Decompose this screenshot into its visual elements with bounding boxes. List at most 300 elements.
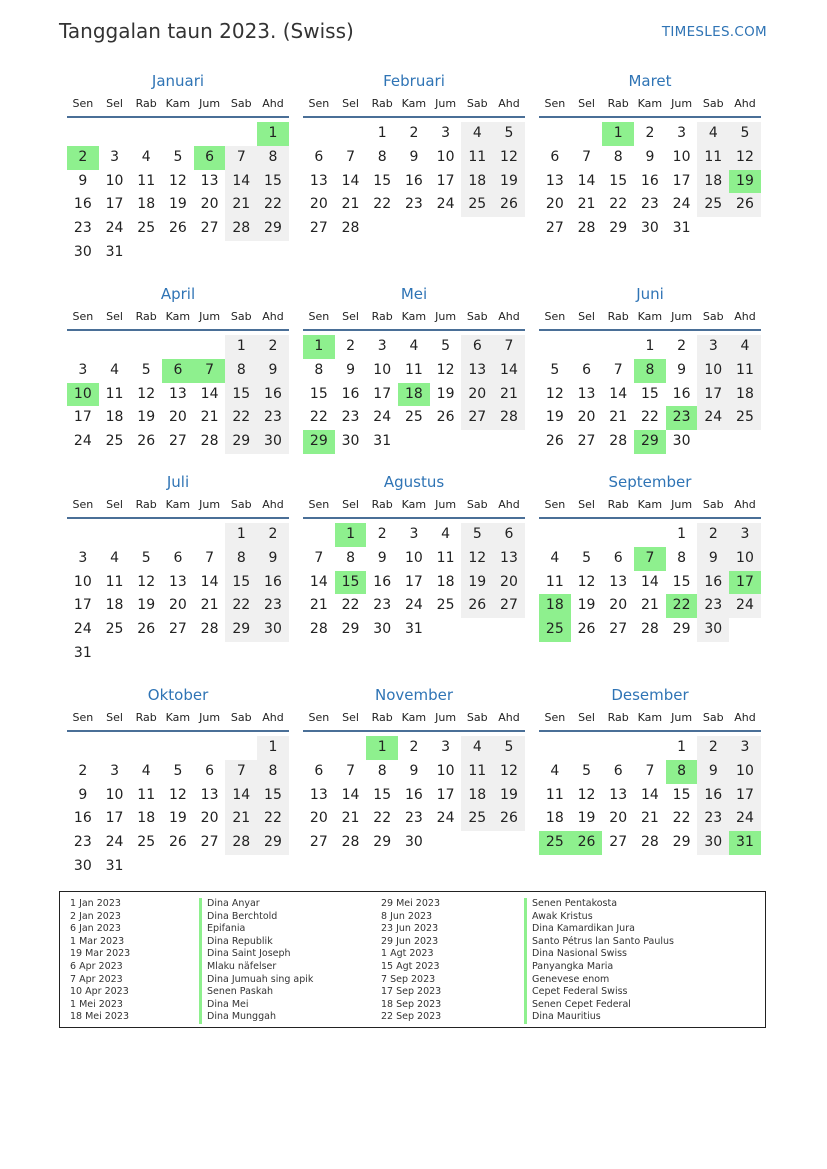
day-cell[interactable]: 14 <box>609 385 628 402</box>
day-cell[interactable]: 23 <box>373 597 392 614</box>
day-cell[interactable]: 19 <box>577 597 596 614</box>
day-cell[interactable]: 22 <box>257 193 289 217</box>
day-cell[interactable]: 19 <box>168 810 187 827</box>
day-cell[interactable]: 25 <box>697 193 729 217</box>
day-cell[interactable]: 4 <box>141 148 151 165</box>
day-cell[interactable]: 6 <box>613 549 623 566</box>
day-cell[interactable]: 13 <box>461 359 493 383</box>
day-cell[interactable]: 2 <box>409 125 419 141</box>
day-cell[interactable]: 8 <box>225 547 257 571</box>
day-cell[interactable]: 26 <box>729 193 761 217</box>
day-cell[interactable]: 19 <box>168 196 187 213</box>
day-cell[interactable]: 22 <box>341 597 360 614</box>
day-cell[interactable]: 30 <box>697 618 729 642</box>
day-cell[interactable]: 15 <box>257 170 289 194</box>
day-cell[interactable]: 17 <box>105 810 124 827</box>
day-cell[interactable]: 17 <box>672 172 691 189</box>
day-cell[interactable]: 21 <box>225 807 257 831</box>
day-cell[interactable]: 26 <box>137 621 156 638</box>
day-cell[interactable]: 24 <box>105 220 124 237</box>
day-cell[interactable]: 28 <box>200 621 219 638</box>
day-cell[interactable]: 2 <box>78 762 88 779</box>
day-cell[interactable]: 14 <box>341 786 360 803</box>
day-cell[interactable]: 18 <box>105 597 124 614</box>
day-cell[interactable]: 8 <box>225 359 257 383</box>
day-cell[interactable]: 6 <box>314 148 324 165</box>
day-cell[interactable]: 2 <box>697 736 729 760</box>
day-cell[interactable]: 26 <box>168 834 187 851</box>
day-cell[interactable]: 27 <box>200 220 219 237</box>
day-cell[interactable]: 27 <box>461 406 493 430</box>
day-cell[interactable]: 9 <box>257 547 289 571</box>
holiday-day-cell[interactable]: 1 <box>303 335 335 359</box>
day-cell[interactable]: 1 <box>225 335 257 359</box>
day-cell[interactable]: 2 <box>409 739 419 755</box>
day-cell[interactable]: 11 <box>545 573 564 590</box>
day-cell[interactable]: 10 <box>105 172 124 189</box>
day-cell[interactable]: 3 <box>677 125 687 141</box>
day-cell[interactable]: 11 <box>461 760 493 784</box>
day-cell[interactable]: 3 <box>78 361 88 378</box>
day-cell[interactable]: 2 <box>257 523 289 547</box>
day-cell[interactable]: 16 <box>73 810 92 827</box>
day-cell[interactable]: 4 <box>550 549 560 566</box>
day-cell[interactable]: 24 <box>436 196 455 213</box>
day-cell[interactable]: 2 <box>346 338 355 354</box>
holiday-day-cell[interactable]: 7 <box>634 547 666 571</box>
day-cell[interactable]: 16 <box>672 385 691 402</box>
day-cell[interactable]: 6 <box>493 523 525 547</box>
day-cell[interactable]: 20 <box>168 597 187 614</box>
day-cell[interactable]: 11 <box>436 549 455 566</box>
day-cell[interactable]: 22 <box>672 810 691 827</box>
day-cell[interactable]: 9 <box>697 547 729 571</box>
day-cell[interactable]: 5 <box>582 762 591 779</box>
day-cell[interactable]: 4 <box>409 338 419 354</box>
day-cell[interactable]: 23 <box>341 409 360 426</box>
day-cell[interactable]: 21 <box>640 597 659 614</box>
holiday-day-cell[interactable]: 10 <box>67 383 99 407</box>
day-cell[interactable]: 1 <box>257 736 289 760</box>
day-cell[interactable]: 4 <box>461 122 493 146</box>
day-cell[interactable]: 13 <box>309 786 328 803</box>
day-cell[interactable]: 20 <box>200 196 219 213</box>
day-cell[interactable]: 14 <box>200 573 219 590</box>
day-cell[interactable]: 28 <box>493 406 525 430</box>
day-cell[interactable]: 29 <box>225 618 257 642</box>
day-cell[interactable]: 8 <box>377 762 387 779</box>
day-cell[interactable]: 20 <box>168 409 187 426</box>
day-cell[interactable]: 5 <box>582 549 591 566</box>
day-cell[interactable]: 1 <box>377 125 387 141</box>
day-cell[interactable]: 28 <box>341 834 360 851</box>
day-cell[interactable]: 26 <box>168 220 187 237</box>
day-cell[interactable]: 15 <box>309 385 328 402</box>
day-cell[interactable]: 14 <box>200 385 219 402</box>
day-cell[interactable]: 3 <box>377 338 387 354</box>
day-cell[interactable]: 27 <box>493 594 525 618</box>
day-cell[interactable]: 15 <box>257 784 289 808</box>
day-cell[interactable]: 19 <box>137 409 156 426</box>
day-cell[interactable]: 6 <box>461 335 493 359</box>
day-cell[interactable]: 28 <box>640 834 659 851</box>
day-cell[interactable]: 25 <box>105 433 124 450</box>
day-cell[interactable]: 5 <box>461 523 493 547</box>
day-cell[interactable]: 13 <box>200 786 219 803</box>
day-cell[interactable]: 15 <box>225 383 257 407</box>
day-cell[interactable]: 7 <box>205 549 215 566</box>
day-cell[interactable]: 9 <box>346 361 355 378</box>
day-cell[interactable]: 22 <box>609 196 628 213</box>
day-cell[interactable]: 21 <box>341 810 360 827</box>
day-cell[interactable]: 23 <box>257 594 289 618</box>
day-cell[interactable]: 31 <box>73 644 92 661</box>
day-cell[interactable]: 18 <box>461 170 493 194</box>
day-cell[interactable]: 21 <box>609 409 628 426</box>
day-cell[interactable]: 6 <box>582 361 591 378</box>
day-cell[interactable]: 20 <box>609 597 628 614</box>
day-cell[interactable]: 26 <box>461 594 493 618</box>
day-cell[interactable]: 13 <box>609 573 628 590</box>
holiday-day-cell[interactable]: 1 <box>257 122 289 146</box>
day-cell[interactable]: 14 <box>493 359 525 383</box>
holiday-day-cell[interactable]: 8 <box>666 760 698 784</box>
day-cell[interactable]: 17 <box>436 172 455 189</box>
holiday-day-cell[interactable]: 7 <box>194 359 226 383</box>
day-cell[interactable]: 6 <box>205 762 215 779</box>
day-cell[interactable]: 22 <box>309 409 328 426</box>
day-cell[interactable]: 29 <box>609 220 628 237</box>
day-cell[interactable]: 12 <box>168 786 187 803</box>
day-cell[interactable]: 23 <box>73 834 92 851</box>
day-cell[interactable]: 27 <box>609 621 628 638</box>
day-cell[interactable]: 17 <box>73 409 92 426</box>
day-cell[interactable]: 9 <box>697 760 729 784</box>
day-cell[interactable]: 23 <box>404 196 423 213</box>
day-cell[interactable]: 14 <box>225 170 257 194</box>
holiday-day-cell[interactable]: 15 <box>335 571 367 595</box>
day-cell[interactable]: 31 <box>105 857 124 874</box>
day-cell[interactable]: 23 <box>404 810 423 827</box>
day-cell[interactable]: 27 <box>168 621 187 638</box>
day-cell[interactable]: 27 <box>309 220 328 237</box>
day-cell[interactable]: 29 <box>672 834 691 851</box>
day-cell[interactable]: 29 <box>257 831 289 855</box>
day-cell[interactable]: 11 <box>697 146 729 170</box>
day-cell[interactable]: 23 <box>640 196 659 213</box>
day-cell[interactable]: 26 <box>493 807 525 831</box>
day-cell[interactable]: 5 <box>550 361 560 378</box>
day-cell[interactable]: 13 <box>493 547 525 571</box>
day-cell[interactable]: 19 <box>461 571 493 595</box>
day-cell[interactable]: 9 <box>409 762 419 779</box>
day-cell[interactable]: 30 <box>672 433 691 450</box>
day-cell[interactable]: 24 <box>697 406 729 430</box>
day-cell[interactable]: 10 <box>73 573 92 590</box>
day-cell[interactable]: 17 <box>373 385 392 402</box>
day-cell[interactable]: 7 <box>225 146 257 170</box>
day-cell[interactable]: 23 <box>257 406 289 430</box>
day-cell[interactable]: 27 <box>309 834 328 851</box>
day-cell[interactable]: 24 <box>73 621 92 638</box>
day-cell[interactable]: 8 <box>257 760 289 784</box>
day-cell[interactable]: 12 <box>436 361 455 378</box>
holiday-day-cell[interactable]: 26 <box>571 831 603 855</box>
day-cell[interactable]: 12 <box>545 385 564 402</box>
day-cell[interactable]: 13 <box>609 786 628 803</box>
day-cell[interactable]: 9 <box>677 361 687 378</box>
day-cell[interactable]: 5 <box>441 338 451 354</box>
day-cell[interactable]: 11 <box>105 385 124 402</box>
day-cell[interactable]: 17 <box>697 383 729 407</box>
day-cell[interactable]: 18 <box>137 810 156 827</box>
day-cell[interactable]: 4 <box>461 736 493 760</box>
day-cell[interactable]: 16 <box>373 573 392 590</box>
day-cell[interactable]: 12 <box>577 786 596 803</box>
day-cell[interactable]: 10 <box>672 148 691 165</box>
holiday-day-cell[interactable]: 17 <box>729 571 761 595</box>
day-cell[interactable]: 21 <box>577 196 596 213</box>
day-cell[interactable]: 28 <box>341 220 360 237</box>
day-cell[interactable]: 14 <box>640 573 659 590</box>
day-cell[interactable]: 22 <box>640 409 659 426</box>
holiday-day-cell[interactable]: 1 <box>335 523 367 547</box>
day-cell[interactable]: 25 <box>137 220 156 237</box>
day-cell[interactable]: 30 <box>404 834 423 851</box>
day-cell[interactable]: 21 <box>225 193 257 217</box>
day-cell[interactable]: 7 <box>645 762 655 779</box>
day-cell[interactable]: 5 <box>141 549 151 566</box>
day-cell[interactable]: 24 <box>436 810 455 827</box>
day-cell[interactable]: 17 <box>436 786 455 803</box>
day-cell[interactable]: 25 <box>137 834 156 851</box>
day-cell[interactable]: 16 <box>697 784 729 808</box>
day-cell[interactable]: 12 <box>729 146 761 170</box>
day-cell[interactable]: 11 <box>137 172 156 189</box>
day-cell[interactable]: 9 <box>377 549 387 566</box>
day-cell[interactable]: 8 <box>257 146 289 170</box>
day-cell[interactable]: 4 <box>110 549 119 566</box>
day-cell[interactable]: 12 <box>461 547 493 571</box>
day-cell[interactable]: 6 <box>314 762 324 779</box>
day-cell[interactable]: 20 <box>493 571 525 595</box>
day-cell[interactable]: 25 <box>404 409 423 426</box>
day-cell[interactable]: 8 <box>613 148 623 165</box>
day-cell[interactable]: 27 <box>200 834 219 851</box>
day-cell[interactable]: 16 <box>404 786 423 803</box>
day-cell[interactable]: 29 <box>341 621 360 638</box>
day-cell[interactable]: 22 <box>373 810 392 827</box>
day-cell[interactable]: 13 <box>168 385 187 402</box>
day-cell[interactable]: 21 <box>493 383 525 407</box>
day-cell[interactable]: 5 <box>493 736 525 760</box>
holiday-day-cell[interactable]: 18 <box>539 594 571 618</box>
day-cell[interactable]: 27 <box>609 834 628 851</box>
day-cell[interactable]: 11 <box>105 573 124 590</box>
day-cell[interactable]: 30 <box>257 618 289 642</box>
day-cell[interactable]: 3 <box>110 148 119 165</box>
day-cell[interactable]: 31 <box>105 243 124 260</box>
day-cell[interactable]: 16 <box>73 196 92 213</box>
day-cell[interactable]: 25 <box>105 621 124 638</box>
day-cell[interactable]: 19 <box>137 597 156 614</box>
day-cell[interactable]: 2 <box>377 526 387 542</box>
holiday-day-cell[interactable]: 2 <box>67 146 99 170</box>
day-cell[interactable]: 18 <box>105 409 124 426</box>
day-cell[interactable]: 25 <box>436 597 455 614</box>
day-cell[interactable]: 10 <box>729 760 761 784</box>
day-cell[interactable]: 20 <box>545 196 564 213</box>
day-cell[interactable]: 8 <box>677 549 687 566</box>
day-cell[interactable]: 24 <box>373 409 392 426</box>
day-cell[interactable]: 11 <box>404 361 423 378</box>
day-cell[interactable]: 9 <box>257 359 289 383</box>
day-cell[interactable]: 28 <box>200 433 219 450</box>
day-cell[interactable]: 5 <box>141 361 151 378</box>
day-cell[interactable]: 18 <box>436 573 455 590</box>
day-cell[interactable]: 30 <box>373 621 392 638</box>
holiday-day-cell[interactable]: 19 <box>729 170 761 194</box>
day-cell[interactable]: 30 <box>640 220 659 237</box>
day-cell[interactable]: 15 <box>373 786 392 803</box>
day-cell[interactable]: 19 <box>493 170 525 194</box>
day-cell[interactable]: 30 <box>341 433 360 450</box>
day-cell[interactable]: 12 <box>493 760 525 784</box>
day-cell[interactable]: 8 <box>346 549 355 566</box>
day-cell[interactable]: 24 <box>729 807 761 831</box>
day-cell[interactable]: 31 <box>404 621 423 638</box>
day-cell[interactable]: 28 <box>609 433 628 450</box>
day-cell[interactable]: 1 <box>645 338 655 354</box>
day-cell[interactable]: 20 <box>309 810 328 827</box>
day-cell[interactable]: 12 <box>168 172 187 189</box>
day-cell[interactable]: 13 <box>577 385 596 402</box>
day-cell[interactable]: 27 <box>545 220 564 237</box>
day-cell[interactable]: 2 <box>257 335 289 359</box>
day-cell[interactable]: 19 <box>436 385 455 402</box>
day-cell[interactable]: 5 <box>173 148 183 165</box>
day-cell[interactable]: 17 <box>729 784 761 808</box>
day-cell[interactable]: 25 <box>729 406 761 430</box>
day-cell[interactable]: 20 <box>461 383 493 407</box>
day-cell[interactable]: 27 <box>577 433 596 450</box>
day-cell[interactable]: 21 <box>200 409 219 426</box>
holiday-day-cell[interactable]: 1 <box>366 736 398 760</box>
day-cell[interactable]: 31 <box>373 433 392 450</box>
day-cell[interactable]: 15 <box>225 571 257 595</box>
day-cell[interactable]: 29 <box>373 834 392 851</box>
day-cell[interactable]: 3 <box>409 526 419 542</box>
day-cell[interactable]: 7 <box>225 760 257 784</box>
day-cell[interactable]: 2 <box>645 125 655 141</box>
holiday-day-cell[interactable]: 25 <box>539 831 571 855</box>
day-cell[interactable]: 17 <box>404 573 423 590</box>
day-cell[interactable]: 9 <box>645 148 655 165</box>
day-cell[interactable]: 1 <box>677 526 687 542</box>
day-cell[interactable]: 29 <box>672 621 691 638</box>
day-cell[interactable]: 16 <box>257 571 289 595</box>
day-cell[interactable]: 24 <box>729 594 761 618</box>
holiday-day-cell[interactable]: 1 <box>602 122 634 146</box>
day-cell[interactable]: 10 <box>373 361 392 378</box>
holiday-day-cell[interactable]: 23 <box>666 406 698 430</box>
day-cell[interactable]: 12 <box>577 573 596 590</box>
day-cell[interactable]: 28 <box>309 621 328 638</box>
day-cell[interactable]: 14 <box>640 786 659 803</box>
day-cell[interactable]: 4 <box>110 361 119 378</box>
day-cell[interactable]: 11 <box>461 146 493 170</box>
day-cell[interactable]: 13 <box>545 172 564 189</box>
day-cell[interactable]: 26 <box>545 433 564 450</box>
day-cell[interactable]: 4 <box>441 526 451 542</box>
day-cell[interactable]: 9 <box>409 148 419 165</box>
day-cell[interactable]: 7 <box>613 361 623 378</box>
day-cell[interactable]: 22 <box>225 406 257 430</box>
day-cell[interactable]: 10 <box>697 359 729 383</box>
day-cell[interactable]: 22 <box>225 594 257 618</box>
day-cell[interactable]: 24 <box>672 196 691 213</box>
day-cell[interactable]: 2 <box>697 523 729 547</box>
day-cell[interactable]: 3 <box>729 736 761 760</box>
day-cell[interactable]: 7 <box>346 762 355 779</box>
holiday-day-cell[interactable]: 25 <box>539 618 571 642</box>
day-cell[interactable]: 23 <box>697 594 729 618</box>
day-cell[interactable]: 15 <box>672 786 691 803</box>
holiday-day-cell[interactable]: 18 <box>398 383 430 407</box>
day-cell[interactable]: 19 <box>493 784 525 808</box>
day-cell[interactable]: 3 <box>110 762 119 779</box>
day-cell[interactable]: 30 <box>73 857 92 874</box>
day-cell[interactable]: 4 <box>141 762 151 779</box>
day-cell[interactable]: 17 <box>105 196 124 213</box>
day-cell[interactable]: 28 <box>225 217 257 241</box>
day-cell[interactable]: 18 <box>545 810 564 827</box>
holiday-day-cell[interactable]: 6 <box>162 359 194 383</box>
day-cell[interactable]: 19 <box>577 810 596 827</box>
day-cell[interactable]: 29 <box>225 430 257 454</box>
day-cell[interactable]: 20 <box>200 810 219 827</box>
day-cell[interactable]: 14 <box>225 784 257 808</box>
day-cell[interactable]: 21 <box>200 597 219 614</box>
day-cell[interactable]: 5 <box>729 122 761 146</box>
day-cell[interactable]: 9 <box>78 786 88 803</box>
day-cell[interactable]: 10 <box>436 762 455 779</box>
day-cell[interactable]: 10 <box>436 148 455 165</box>
day-cell[interactable]: 30 <box>257 430 289 454</box>
day-cell[interactable]: 22 <box>257 807 289 831</box>
day-cell[interactable]: 7 <box>582 148 591 165</box>
day-cell[interactable]: 16 <box>257 383 289 407</box>
day-cell[interactable]: 13 <box>168 573 187 590</box>
day-cell[interactable]: 25 <box>461 807 493 831</box>
day-cell[interactable]: 2 <box>677 338 687 354</box>
day-cell[interactable]: 31 <box>672 220 691 237</box>
day-cell[interactable]: 7 <box>314 549 324 566</box>
day-cell[interactable]: 15 <box>373 172 392 189</box>
site-link[interactable]: TIMESLES.COM <box>661 24 767 40</box>
day-cell[interactable]: 11 <box>729 359 761 383</box>
day-cell[interactable]: 17 <box>73 597 92 614</box>
day-cell[interactable]: 28 <box>640 621 659 638</box>
day-cell[interactable]: 13 <box>200 172 219 189</box>
day-cell[interactable]: 14 <box>577 172 596 189</box>
day-cell[interactable]: 11 <box>137 786 156 803</box>
day-cell[interactable]: 3 <box>441 739 451 755</box>
day-cell[interactable]: 13 <box>309 172 328 189</box>
day-cell[interactable]: 18 <box>137 196 156 213</box>
day-cell[interactable]: 3 <box>697 335 729 359</box>
day-cell[interactable]: 9 <box>78 172 88 189</box>
